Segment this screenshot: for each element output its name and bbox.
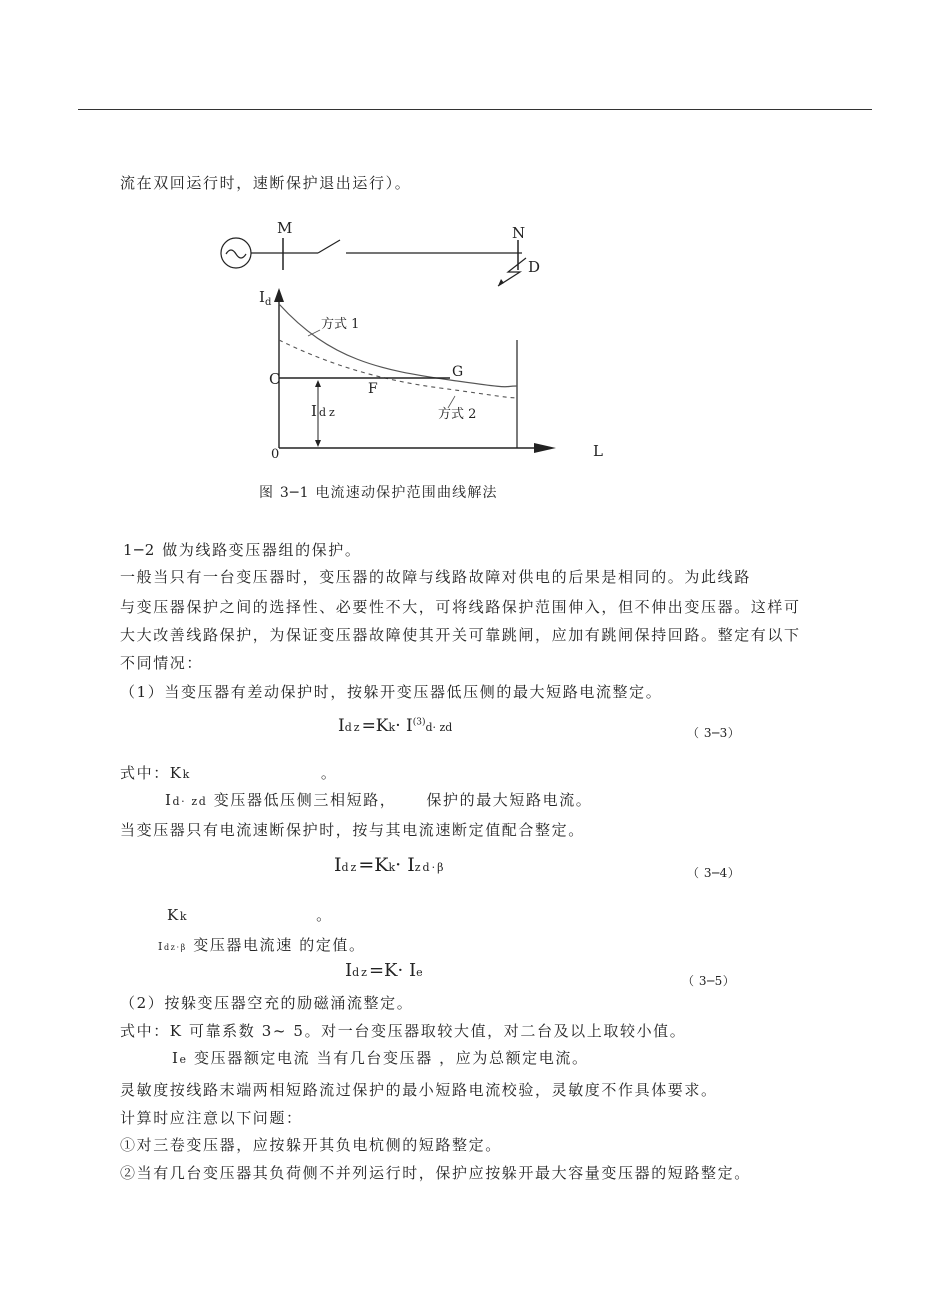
breaker-symbol: [318, 240, 340, 253]
where2-idz: Idz·β 变压器电流速 的定值。: [158, 936, 366, 954]
note2-line: ②当有几台变压器其负荷侧不并列运行时，保护应按躲开最大容量变压器的短路整定。: [120, 1164, 751, 1182]
y-axis-arrow: [274, 288, 284, 302]
formula-3-4-number: （ 3─4）: [687, 866, 741, 880]
label-G: G: [452, 364, 464, 380]
formula-3-5-number: （ 3─5）: [682, 974, 736, 988]
para1-line3: 大大改善线路保护，为保证变压器故障使其开关可靠跳闸，应加有跳闸保持回路。整定有以下: [120, 626, 801, 644]
label-origin: 0: [271, 447, 280, 462]
where1-id: Id· zd 变压器低压侧三相短路， 保护的最大短路电流。: [165, 791, 593, 809]
curve-mode-2: [279, 340, 517, 398]
where2-k: Kk 。: [167, 906, 333, 924]
para1-line1: 一般当只有一台变压器时，变压器的故障与线路故障对供电的后果是相同的。为此线路: [120, 568, 751, 586]
para1-line4: 不同情况：: [120, 654, 204, 672]
label-D: D: [528, 258, 541, 276]
label-fangshi1: 方式 1: [321, 317, 360, 332]
x-axis-arrow: [534, 443, 556, 453]
attention-line: 计算时应注意以下问题：: [120, 1109, 303, 1127]
label-Idz: I dz: [311, 402, 338, 420]
where3-ie: Ie 变压器额定电流 当有几台变压器 ，应为总额定电流。: [172, 1049, 589, 1067]
top-line: 流在双回运行时，速断保护退出运行）。: [120, 174, 412, 192]
label-L: L: [593, 442, 603, 460]
para1-line2: 与变压器保护之间的选择性、必要性不大，可将线路保护范围伸入，但不伸出变压器。这样可: [120, 598, 801, 616]
case2-text: （2）按躲变压器空充的励磁涌流整定。: [120, 994, 414, 1012]
label-F: F: [368, 381, 378, 397]
section-heading: 1─2 做为线路变压器组的保护。: [123, 541, 362, 559]
label-N: N: [512, 224, 526, 242]
formula-3-4: Idz=Kk· Izd·β: [334, 854, 446, 876]
where1-k: 式中：Kk 。: [120, 764, 338, 782]
label-Id: $I_d$: [259, 288, 272, 308]
sensitivity-line: 灵敏度按线路末端两相短路流过保护的最小短路电流校验，灵敏度不作具体要求。: [120, 1081, 718, 1099]
formula-3-5: Idz=K· Ie: [345, 960, 423, 981]
formula-3-3: $Idz=Kk\cdot I^{(3)}d\cdot$ zd: [338, 716, 453, 736]
note1-line: ①对三卷变压器，应按躲开其负电杭侧的短路整定。: [120, 1136, 502, 1154]
figure-diagram: [0, 200, 950, 500]
label-M: M: [277, 219, 293, 237]
formula-3-3-number: （ 3─3）: [687, 726, 741, 740]
curve-mode-1: [279, 304, 517, 387]
label-fangshi2: 方式 2: [438, 407, 477, 422]
case1-text: （1）当变压器有差动保护时，按躲开变压器低压侧的最大短路电流整定。: [120, 683, 663, 701]
where3-k: 式中：K 可靠系数 3~ 5。对一台变压器取较大值，对二台及以上取较小值。: [120, 1022, 687, 1040]
only-speed-line: 当变压器只有电流速断保护时，按与其电流速断定值配合整定。: [120, 821, 585, 839]
label-C: C: [269, 370, 281, 388]
figure-caption: 图 3─1 电流速动保护范围曲线解法: [259, 485, 498, 501]
header-rule: [78, 109, 872, 110]
